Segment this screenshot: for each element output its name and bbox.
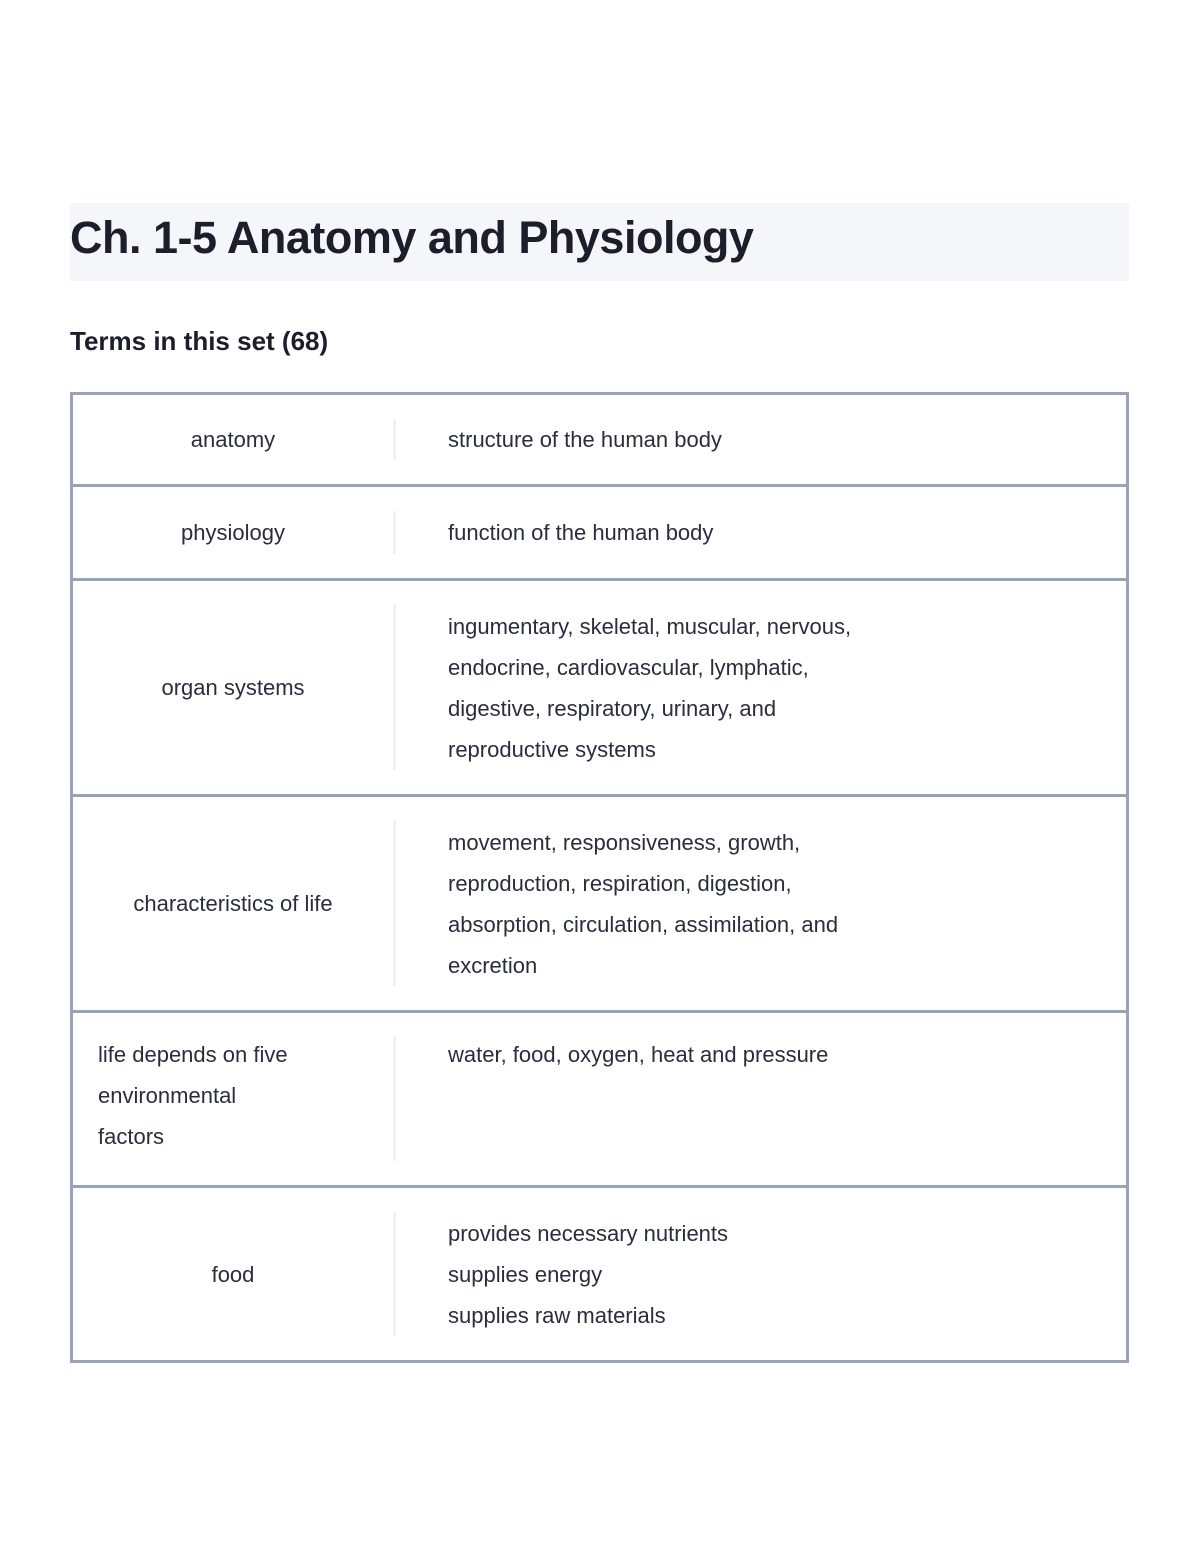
definition-text: excretion: [448, 952, 538, 978]
term-cell: [73, 797, 393, 1010]
term-cell: [73, 487, 393, 578]
definition-cell: [396, 1013, 1126, 1185]
term-cell: [73, 581, 393, 794]
definition-text: structure of the human body: [448, 427, 722, 452]
page-title: Ch. 1-5 Anatomy and Physiology: [70, 212, 754, 263]
term-text: environmental: [98, 1083, 237, 1108]
term-text: food: [211, 1261, 255, 1287]
definition-text: water, food, oxygen, heat and pressure: [448, 1042, 829, 1067]
definition-text: supplies energy: [448, 1261, 603, 1287]
table-row: [70, 392, 1129, 487]
term-text: characteristics of life: [133, 891, 333, 916]
term-text: life depends on five: [98, 1042, 288, 1067]
definition-text: supplies raw materials: [448, 1302, 666, 1328]
definition-text: reproduction, respiration, digestion,: [448, 870, 792, 896]
table-row: [70, 1010, 1129, 1188]
definition-cell: [396, 395, 1126, 484]
term-text: anatomy: [190, 427, 276, 452]
term-text: physiology: [181, 520, 285, 545]
terms-table: [70, 392, 1129, 1363]
definition-cell: [396, 487, 1126, 578]
terms-count-heading: Terms in this set (68): [70, 326, 329, 356]
definition-text: reproductive systems: [448, 736, 656, 762]
definition-text: movement, responsiveness, growth,: [448, 829, 801, 855]
definition-text: absorption, circulation, assimilation, and: [448, 911, 839, 937]
term-cell: [73, 1013, 393, 1185]
definition-text: digestive, respiratory, urinary, and: [448, 695, 777, 721]
term-cell: [73, 395, 393, 484]
table-row: [70, 794, 1129, 1013]
definition-text: ingumentary, skeletal, muscular, nervous,: [448, 613, 852, 639]
definition-text: provides necessary nutrients: [448, 1220, 729, 1246]
definition-text: endocrine, cardiovascular, lymphatic,: [448, 654, 809, 680]
term-text: factors: [98, 1124, 165, 1149]
term-text: organ systems: [161, 675, 305, 700]
definition-cell: [396, 581, 1126, 794]
table-row: [70, 1185, 1129, 1363]
definition-text: function of the human body: [448, 520, 714, 545]
table-row: [70, 578, 1129, 797]
definition-cell: [396, 1188, 1126, 1360]
table-row: [70, 484, 1129, 581]
definition-cell: [396, 797, 1126, 1010]
term-cell: [73, 1188, 393, 1360]
